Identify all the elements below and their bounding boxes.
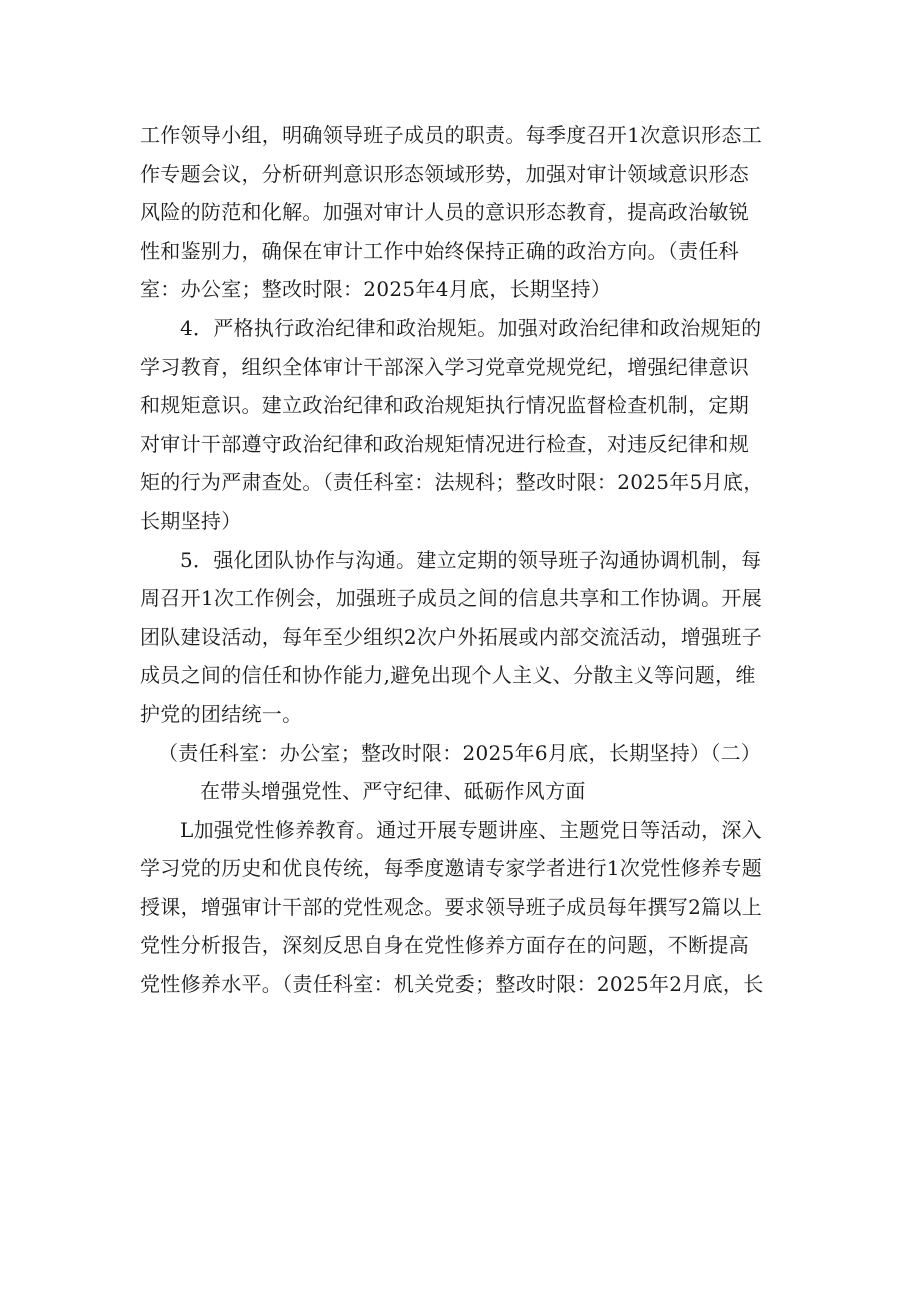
text-line: 作专题会议，分析研判意识形态领域形势，加强对审计领域意识形态 (140, 161, 749, 186)
text-line: 党性修养水平。（责任科室：机关党委；整改时限：2025年2月底，长 (140, 972, 764, 997)
text-line: 学习党的历史和优良传统，每季度邀请专家学者进行1次党性修养专题 (140, 856, 763, 881)
text-line: 周召开1次工作例会，加强班子成员之间的信息共享和工作协调。开展 (140, 586, 763, 611)
document-body (140, 116, 792, 1004)
paragraph-ideology-work (140, 116, 792, 309)
text-line: 成员之间的信任和协作能力,避免出现个人主义、分散主义等问题，维 (140, 663, 756, 688)
text-line: 对审计干部遵守政治纪律和政治规矩情况进行检查，对违反纪律和规 (140, 431, 749, 456)
text-line: 党性分析报告，深刻反思自身在党性修养方面存在的问题，不断提高 (140, 933, 749, 958)
text-line: 长期坚持） (140, 508, 242, 533)
text-line: 风险的防范和化解。加强对审计人员的意识形态教育，提高政治敏锐 (140, 200, 749, 225)
text-line: 学习教育，组织全体审计干部深入学习党章党规党纪，增强纪律意识 (140, 354, 749, 379)
text-line: 4．严格执行政治纪律和政治规矩。加强对政治纪律和政治规矩的 (180, 315, 762, 340)
text-line: 和规矩意识。建立政治纪律和政治规矩执行情况监督检查机制，定期 (140, 393, 749, 418)
text-line: 工作领导小组，明确领导班子成员的职责。每季度召开1次意识形态工 (140, 123, 763, 147)
paragraph-team-collaboration (140, 541, 792, 734)
text-line: 性和鉴别力，确保在审计工作中始终保持正确的政治方向。（责任科 (140, 238, 739, 263)
text-line: 授课，增强审计干部的党性观念。要求领导班子成员每年撰写2篇以上 (140, 894, 763, 919)
paragraph-party-spirit (140, 811, 792, 1004)
text-line: 室：办公室；整改时限：2025年4月底，长期坚持） (140, 277, 612, 302)
responsibility-note (140, 734, 792, 811)
text-line: 5．强化团队协作与沟通。建立定期的领导班子沟通协调机制，每 (180, 547, 762, 572)
text-line: 护党的团结统一。 (140, 701, 303, 726)
text-line: 矩的行为严肃查处。（责任科室：法规科；整改时限：2025年5月底， (140, 470, 764, 495)
text-line: （责任科室：办公室；整改时限：2025年6月底，长期坚持）（二） (158, 740, 762, 765)
text-line: 团队建设活动，每年至少组织2次户外拓展或内部交流活动，增强班子 (140, 624, 763, 649)
paragraph-political-discipline (140, 309, 792, 541)
section-heading: 在带头增强党性、严守纪律、砥砺作风方面 (200, 779, 586, 804)
text-line: L加强党性修养教育。通过开展专题讲座、主题党日等活动，深入 (180, 817, 762, 842)
